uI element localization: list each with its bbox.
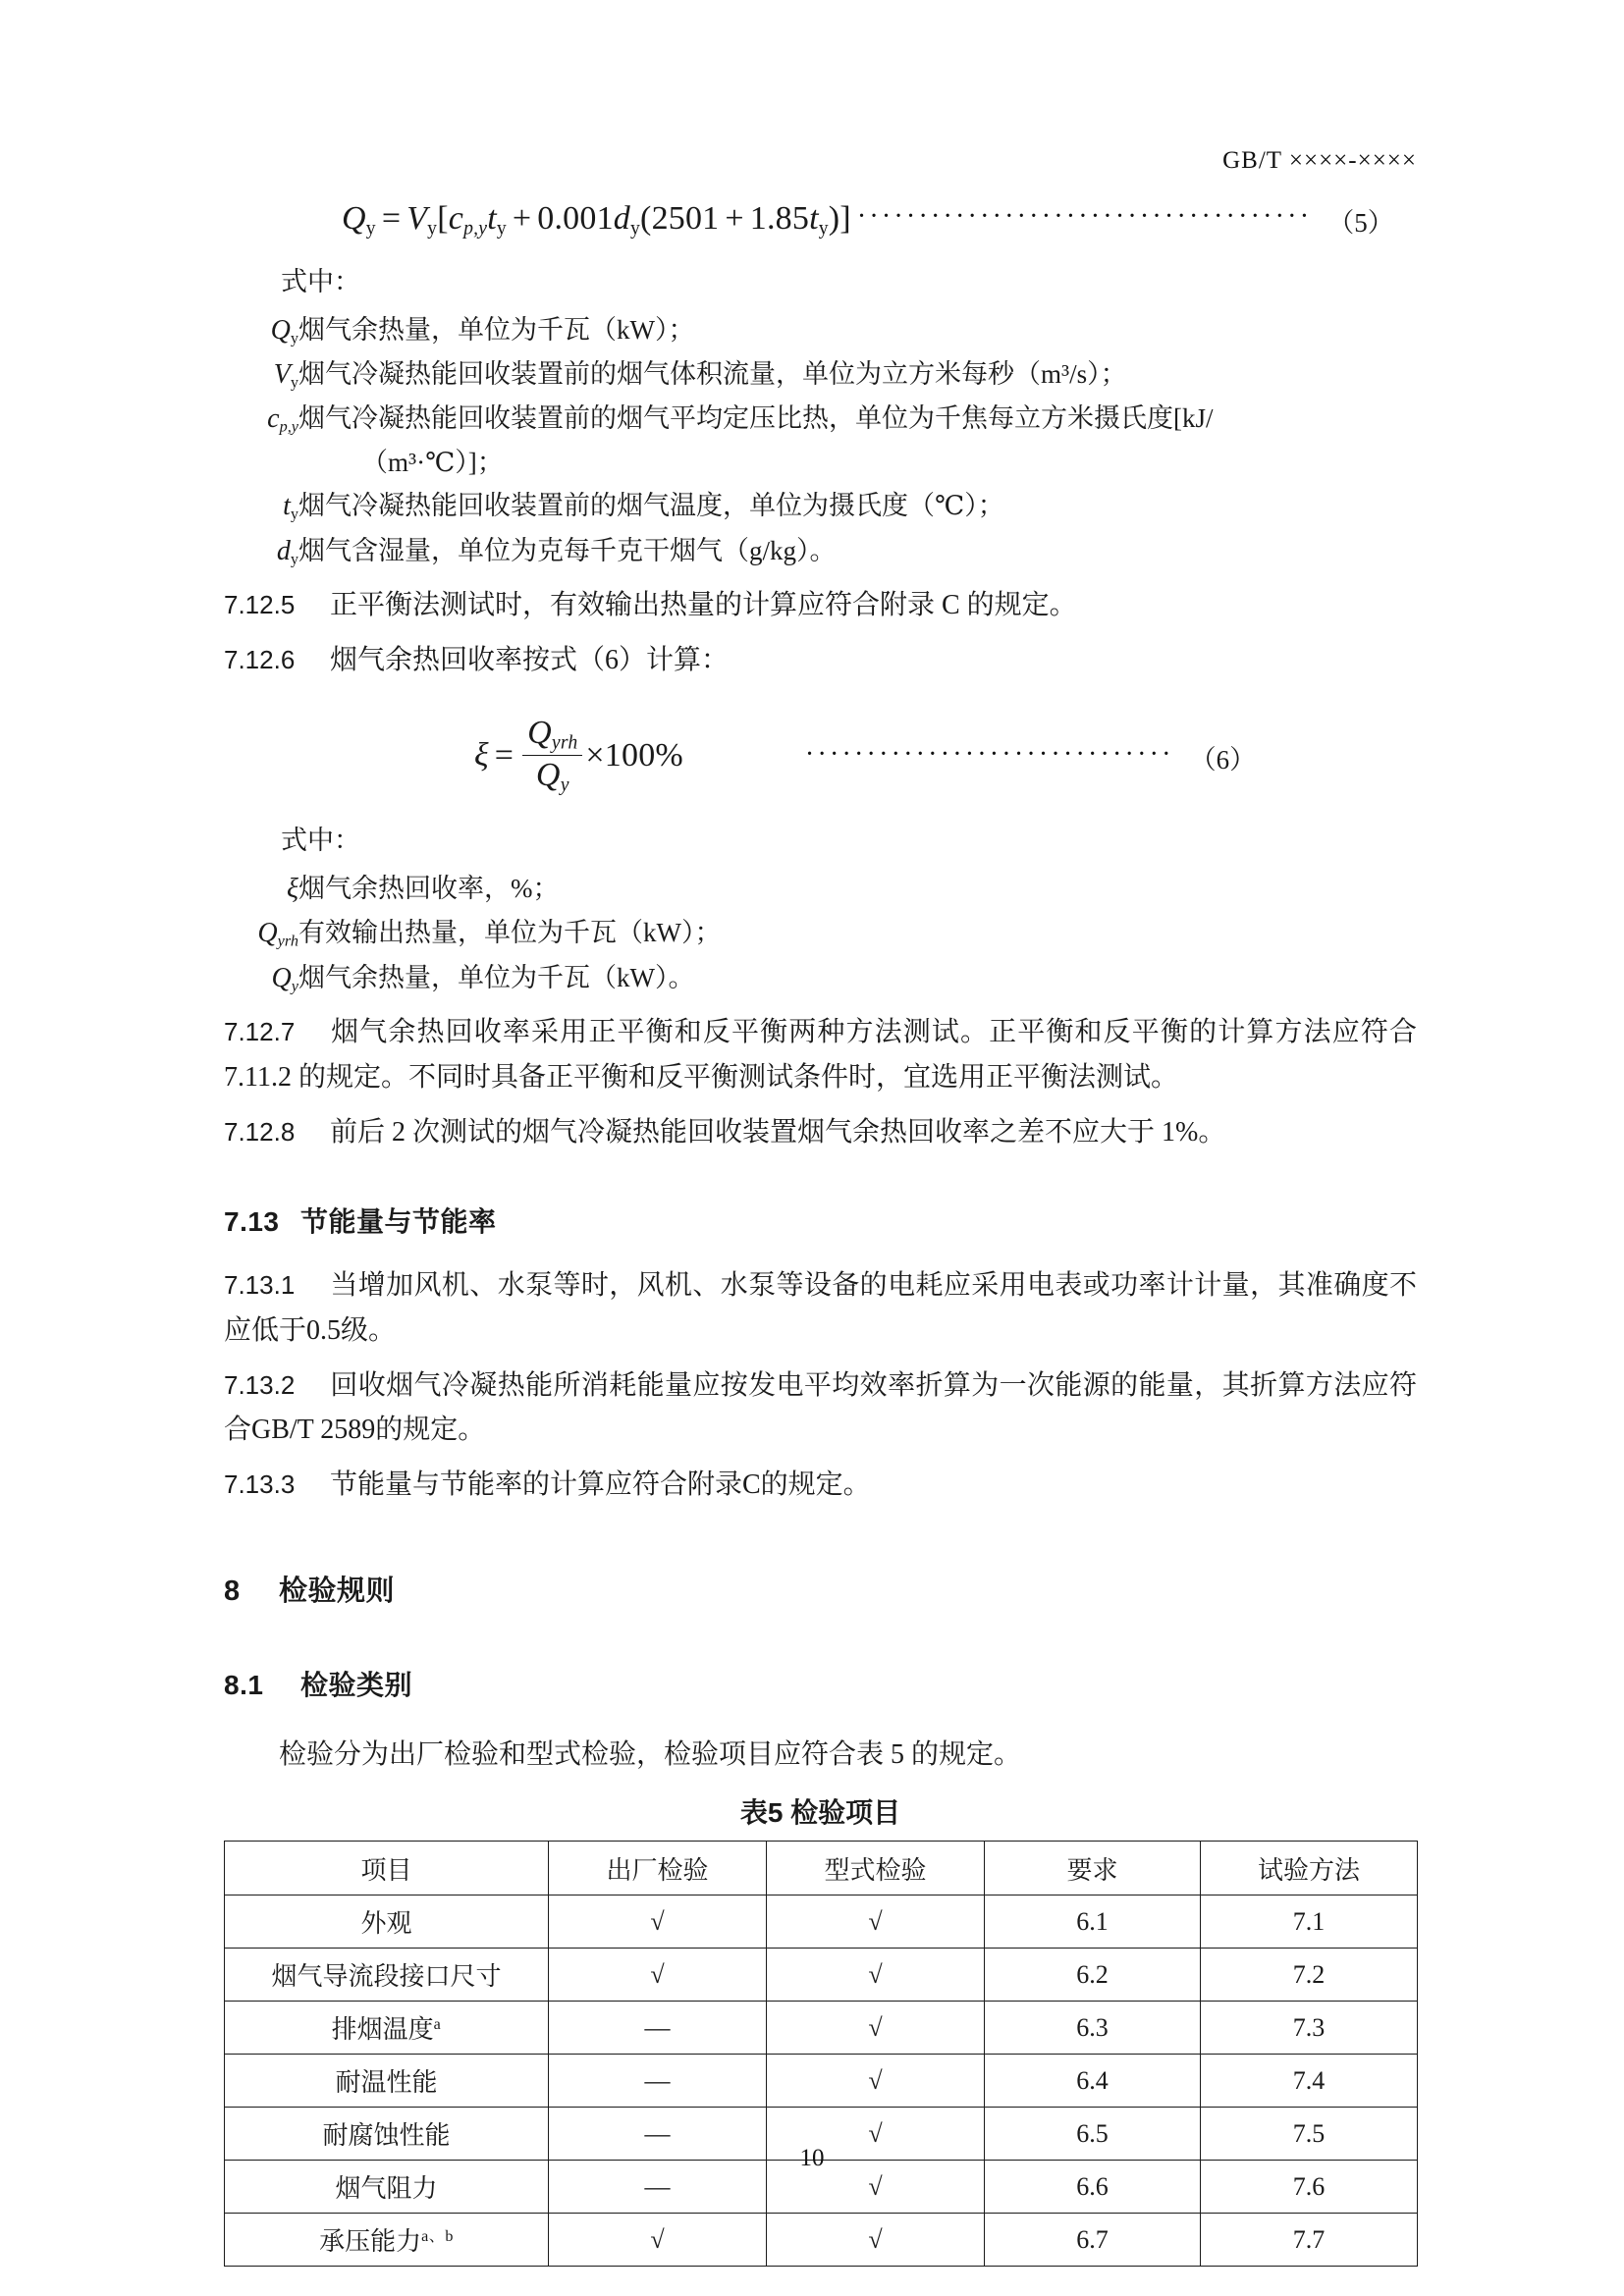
clause-text: 正平衡法测试时，有效输出热量的计算应符合附录 C 的规定。: [330, 590, 1077, 621]
definition-item: [244, 352, 1417, 397]
equation-5-number: （5）: [1327, 207, 1394, 238]
page-content: [224, 0, 1417, 2267]
cell-type: √: [767, 1896, 985, 1949]
clause-7-13-2: [224, 1363, 1417, 1454]
definition-text: 烟气余热回收率，%；: [298, 873, 560, 903]
cell-item-label: 承压能力: [319, 2227, 422, 2257]
cell-type: √: [767, 2108, 985, 2161]
clause-number: 7.13.1: [224, 1269, 296, 1300]
definition-symbol: $c_{p,y}$: [267, 403, 298, 436]
cell-type: √: [767, 2055, 985, 2108]
column-header-test-method: 试验方法: [1201, 1842, 1418, 1896]
cell-method: 7.4: [1201, 2055, 1418, 2108]
cell-factory: —: [549, 2161, 767, 2214]
cell-item: [225, 2002, 549, 2055]
equation-6-leader: ······························: [804, 738, 1174, 770]
clause-number: 7.12.5: [224, 590, 296, 620]
cell-item-label: 耐腐蚀性能: [322, 2121, 451, 2151]
equation-6-number: （6）: [1189, 745, 1257, 775]
cell-item: [225, 1949, 549, 2002]
section-heading-8-1: [224, 1664, 1417, 1703]
clause-text: 当增加风机、水泵等时，风机、水泵等设备的电耗应采用电表或功率计计量，其准确度不应低于0.5级。: [224, 1269, 1417, 1346]
definition-symbol: ξ: [287, 873, 298, 904]
definition-text: 烟气余热量，单位为千瓦（kW）。: [298, 962, 695, 992]
cell-method: 7.3: [1201, 2002, 1418, 2055]
cell-requirement: 6.7: [985, 2214, 1201, 2267]
cell-requirement: 6.5: [985, 2108, 1201, 2161]
cell-item-note: a: [433, 2016, 442, 2034]
cell-requirement: 6.6: [985, 2161, 1201, 2214]
definition-symbol: $Q_y$: [271, 962, 298, 995]
column-header-item: 项目: [225, 1842, 549, 1896]
cell-item-note: a、b: [421, 2228, 454, 2246]
cell-method: 7.2: [1201, 1949, 1418, 2002]
definition-continuation: （m³·℃）]；: [361, 447, 504, 477]
definition-symbol: $V_y$: [273, 358, 298, 392]
where-label-2: 式中：: [281, 825, 360, 855]
definition-item: [244, 308, 1417, 352]
section-heading-7-13: [224, 1201, 1417, 1240]
table-row: [225, 2055, 1418, 2108]
cell-factory: √: [549, 1949, 767, 2002]
clause-number: 7.12.8: [224, 1116, 296, 1147]
cell-factory: —: [549, 2055, 767, 2108]
definition-text: 烟气含湿量，单位为克每千克干烟气（g/kg）。: [298, 535, 837, 565]
definition-text: 烟气冷凝热能回收装置前的烟气体积流量，单位为立方米每秒（m³/s）；: [298, 358, 1127, 389]
cell-type: √: [767, 2214, 985, 2267]
definition-text: 烟气冷凝热能回收装置前的烟气平均定压比热，单位为千焦每立方米摄氏度[kJ/: [298, 403, 1214, 434]
cell-item-label: 烟气阻力: [335, 2174, 438, 2204]
equation-5-leader: ·····································: [856, 201, 1313, 233]
clause-number: 7.12.7: [224, 1016, 296, 1046]
equation-5-row: [224, 200, 1417, 240]
column-header-requirement: 要求: [985, 1842, 1201, 1896]
section-title: 检验类别: [300, 1670, 413, 1701]
clause-7-12-6: [224, 638, 1417, 683]
cell-method: 7.1: [1201, 1896, 1418, 1949]
definition-symbol: $t_y$: [283, 491, 298, 523]
cell-item: [225, 2055, 549, 2108]
table-header-row: [225, 1842, 1418, 1896]
cell-factory: —: [549, 2108, 767, 2161]
definition-list-2: [224, 867, 1417, 1000]
equation-6-formula: ξ = $\frac{Q_{yrh}}{Q_y}$ ×100%: [474, 714, 683, 796]
clause-7-13-3: [224, 1463, 1417, 1508]
table-row: [225, 1896, 1418, 1949]
definition-text: 烟气冷凝热能回收装置前的烟气温度，单位为摄氏度（℃）；: [298, 491, 1004, 521]
cell-type: √: [767, 2161, 985, 2214]
section-heading-8: [224, 1569, 1417, 1609]
clause-text: 烟气余热回收率采用正平衡和反平衡两种方法测试。正平衡和反平衡的计算方法应符合 7.11.2 的规定。不同时具备正平衡和反平衡测试条件时，宜选用正平衡法测试。: [224, 1016, 1417, 1093]
cell-requirement: 6.1: [985, 1896, 1201, 1949]
intro-paragraph: 检验分为出厂检验和型式检验，检验项目应符合表 5 的规定。: [279, 1739, 1022, 1771]
cell-requirement: 6.4: [985, 2055, 1201, 2108]
clause-number: 7.13.3: [224, 1469, 296, 1500]
cell-item: [225, 2214, 549, 2267]
section-number: 8.1: [224, 1670, 264, 1701]
clause-number: 7.12.6: [224, 644, 296, 674]
definition-item: [244, 484, 1417, 528]
inspection-items-table: [224, 1841, 1418, 2267]
clause-7-12-5: [224, 583, 1417, 628]
cell-item: [225, 1896, 549, 1949]
cell-method: 7.6: [1201, 2161, 1418, 2214]
equation-6-row: [224, 714, 1417, 799]
table-row: [225, 1949, 1418, 2002]
clause-text: 烟气余热回收率按式（6）计算：: [330, 644, 730, 675]
definition-symbol: $d_y$: [276, 535, 298, 568]
cell-factory: √: [549, 1896, 767, 1949]
cell-method: 7.5: [1201, 2108, 1418, 2161]
clause-number: 7.13.2: [224, 1369, 296, 1400]
section-number: 8: [224, 1575, 241, 1608]
definition-text: 有效输出热量，单位为千瓦（kW）；: [298, 918, 722, 948]
definition-item: [244, 867, 1417, 911]
table-row: [225, 2002, 1418, 2055]
definition-symbol: $Q_{yrh}$: [257, 918, 298, 950]
section-number: 7.13: [224, 1205, 280, 1237]
clause-7-12-8: [224, 1110, 1417, 1155]
table-caption: 表5 检验项目: [739, 1797, 901, 1829]
page-number: 10: [799, 2145, 825, 2171]
cell-type: √: [767, 2002, 985, 2055]
definition-list-1: [224, 308, 1417, 574]
cell-item-label: 外观: [360, 1909, 412, 1939]
definition-item: [244, 956, 1417, 1000]
table-row: [225, 2214, 1418, 2267]
definition-text: 烟气余热量，单位为千瓦（kW）；: [298, 314, 695, 345]
section-title: 检验规则: [279, 1575, 396, 1608]
clause-7-13-1: [224, 1263, 1417, 1354]
cell-method: 7.7: [1201, 2214, 1418, 2267]
definition-item: [244, 397, 1417, 441]
clause-text: 回收烟气冷凝热能所消耗能量应按发电平均效率折算为一次能源的能量，其折算方法应符合GB/T 2589的规定。: [224, 1369, 1417, 1446]
definition-symbol: $Q_y$: [270, 314, 298, 347]
clause-text: 前后 2 次测试的烟气冷凝热能回收装置烟气余热回收率之差不应大于 1%。: [330, 1116, 1226, 1148]
clause-7-12-7: [224, 1010, 1417, 1100]
cell-factory: √: [549, 2214, 767, 2267]
cell-item-label: 耐温性能: [335, 2068, 438, 2098]
cell-type: √: [767, 1949, 985, 2002]
where-label-1: 式中：: [281, 266, 360, 296]
column-header-type-inspection: 型式检验: [767, 1842, 985, 1896]
clause-text: 节能量与节能率的计算应符合附录C的规定。: [330, 1469, 871, 1501]
equation-5-formula: $Q_y = V_y[c_{p,y}t_y + 0.001d_y(2501 + 1.85t_y)]$: [342, 200, 851, 240]
definition-item: [244, 911, 1417, 955]
cell-item-label: 排烟温度: [331, 2015, 434, 2045]
cell-requirement: 6.2: [985, 1949, 1201, 2002]
column-header-factory-inspection: 出厂检验: [549, 1842, 767, 1896]
cell-factory: —: [549, 2002, 767, 2055]
section-title: 节能量与节能率: [300, 1205, 497, 1237]
running-head: GB/T ××××-××××: [1222, 147, 1417, 174]
cell-requirement: 6.3: [985, 2002, 1201, 2055]
cell-item-label: 烟气导流段接口尺寸: [271, 1962, 502, 1992]
definition-item: [244, 529, 1417, 573]
